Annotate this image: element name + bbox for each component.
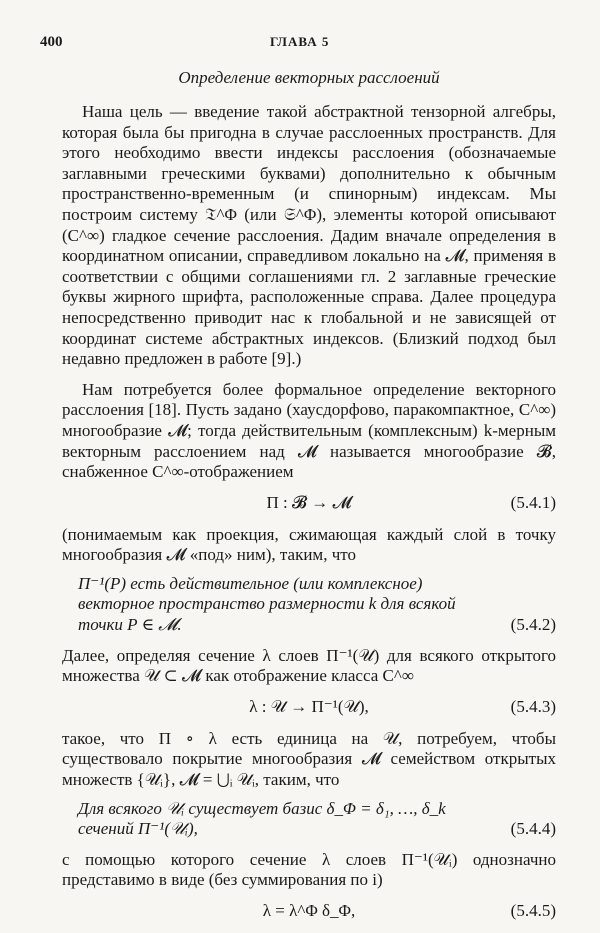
condition-5-4-4 [62, 799, 556, 840]
equation-5-4-1 [62, 483, 556, 525]
condition-text: Для всякого 𝒰ᵢ существует базис δ_Φ = δ₁, …, δ_k сечений Π⁻¹(𝒰ᵢ), [78, 798, 446, 839]
equation-formula: Π : 𝓑 → 𝓜 [266, 492, 352, 512]
equation-number: (5.4.3) [510, 696, 556, 716]
equation-formula: λ : 𝒰 → Π⁻¹(𝒰), [249, 696, 369, 716]
equation-number: (5.4.2) [510, 615, 556, 635]
running-head: ГЛАВА 5 [270, 34, 330, 49]
paragraph-2: Нам потребуется более формальное определение векторного расслоения [18]. Пусть задано (хаусдорфово, паракомпактное, C^∞) многообразие 𝓜; тогда действительным (комплексным) k-мерным векторным расслоением над 𝓜 называется многообразие 𝓑, снабженное C^∞-отображением [62, 379, 556, 482]
paragraph-4: Далее, определяя сечение λ слоев Π⁻¹(𝒰) для всякого открытого множества 𝒰 ⊂ 𝓜 как отображение класса C^∞ [62, 645, 556, 686]
paragraph-5: такое, что Π ∘ λ есть единица на 𝒰, потребуем, чтобы существовало покрытие многообразия 𝓜 семейством открытых множеств {𝒰ᵢ}, 𝓜 = ⋃ᵢ 𝒰ᵢ, таким, что [62, 728, 556, 790]
condition-5-4-2 [62, 574, 556, 636]
paragraph-1: Наша цель — введение такой абстрактной тензорной алгебры, которая была бы пригодна в случае расслоенных пространств. Для этого необходимо ввести индексы расслоения (обозначаемые заглавными греческими буквами) дополнительно к обычным пространственно-временным (и спинорным) индексам. Мы построим систему 𝔗^Φ (или 𝔖^Φ), элементы которой описывают (C^∞) гладкое сечение расслоения. Дадим вначале определения в координатном описании, справедливом локально на 𝓜, применяя в соответствии с общими соглашениями гл. 2 заглавные греческие буквы жирного шрифта, расположенные справа. Далее процедура непосредственно приводит нас к глобальной и не зависящей от координат системе абстрактных индексов. (Близкий подход был недавно предложен в работе [9].) [62, 102, 556, 369]
equation-formula: λ = λ^Φ δ_Φ, [262, 901, 356, 920]
page-number: 400 [40, 34, 63, 50]
paragraph-3: (понимаемым как проекция, сжимающая каждый слой в точку многообразия 𝓜 «под» ним), таким, что [62, 524, 556, 565]
paragraph-6: с помощью которого сечение λ слоев Π⁻¹(𝒰ᵢ) однозначно представимо в виде (без суммирования по i) [62, 849, 556, 890]
equation-number: (5.4.4) [510, 819, 556, 839]
equation-number: (5.4.5) [510, 901, 556, 920]
equation-number: (5.4.1) [510, 492, 556, 512]
page-header [40, 34, 556, 54]
equation-5-4-5 [62, 891, 556, 933]
page [40, 34, 556, 933]
section-title: Определение векторных расслоений [178, 68, 440, 87]
equation-5-4-3 [62, 687, 556, 729]
condition-text: Π⁻¹(P) есть действительное (или комплексное) векторное пространство размерности k для всякой точки P ∈ 𝓜. [78, 573, 456, 635]
